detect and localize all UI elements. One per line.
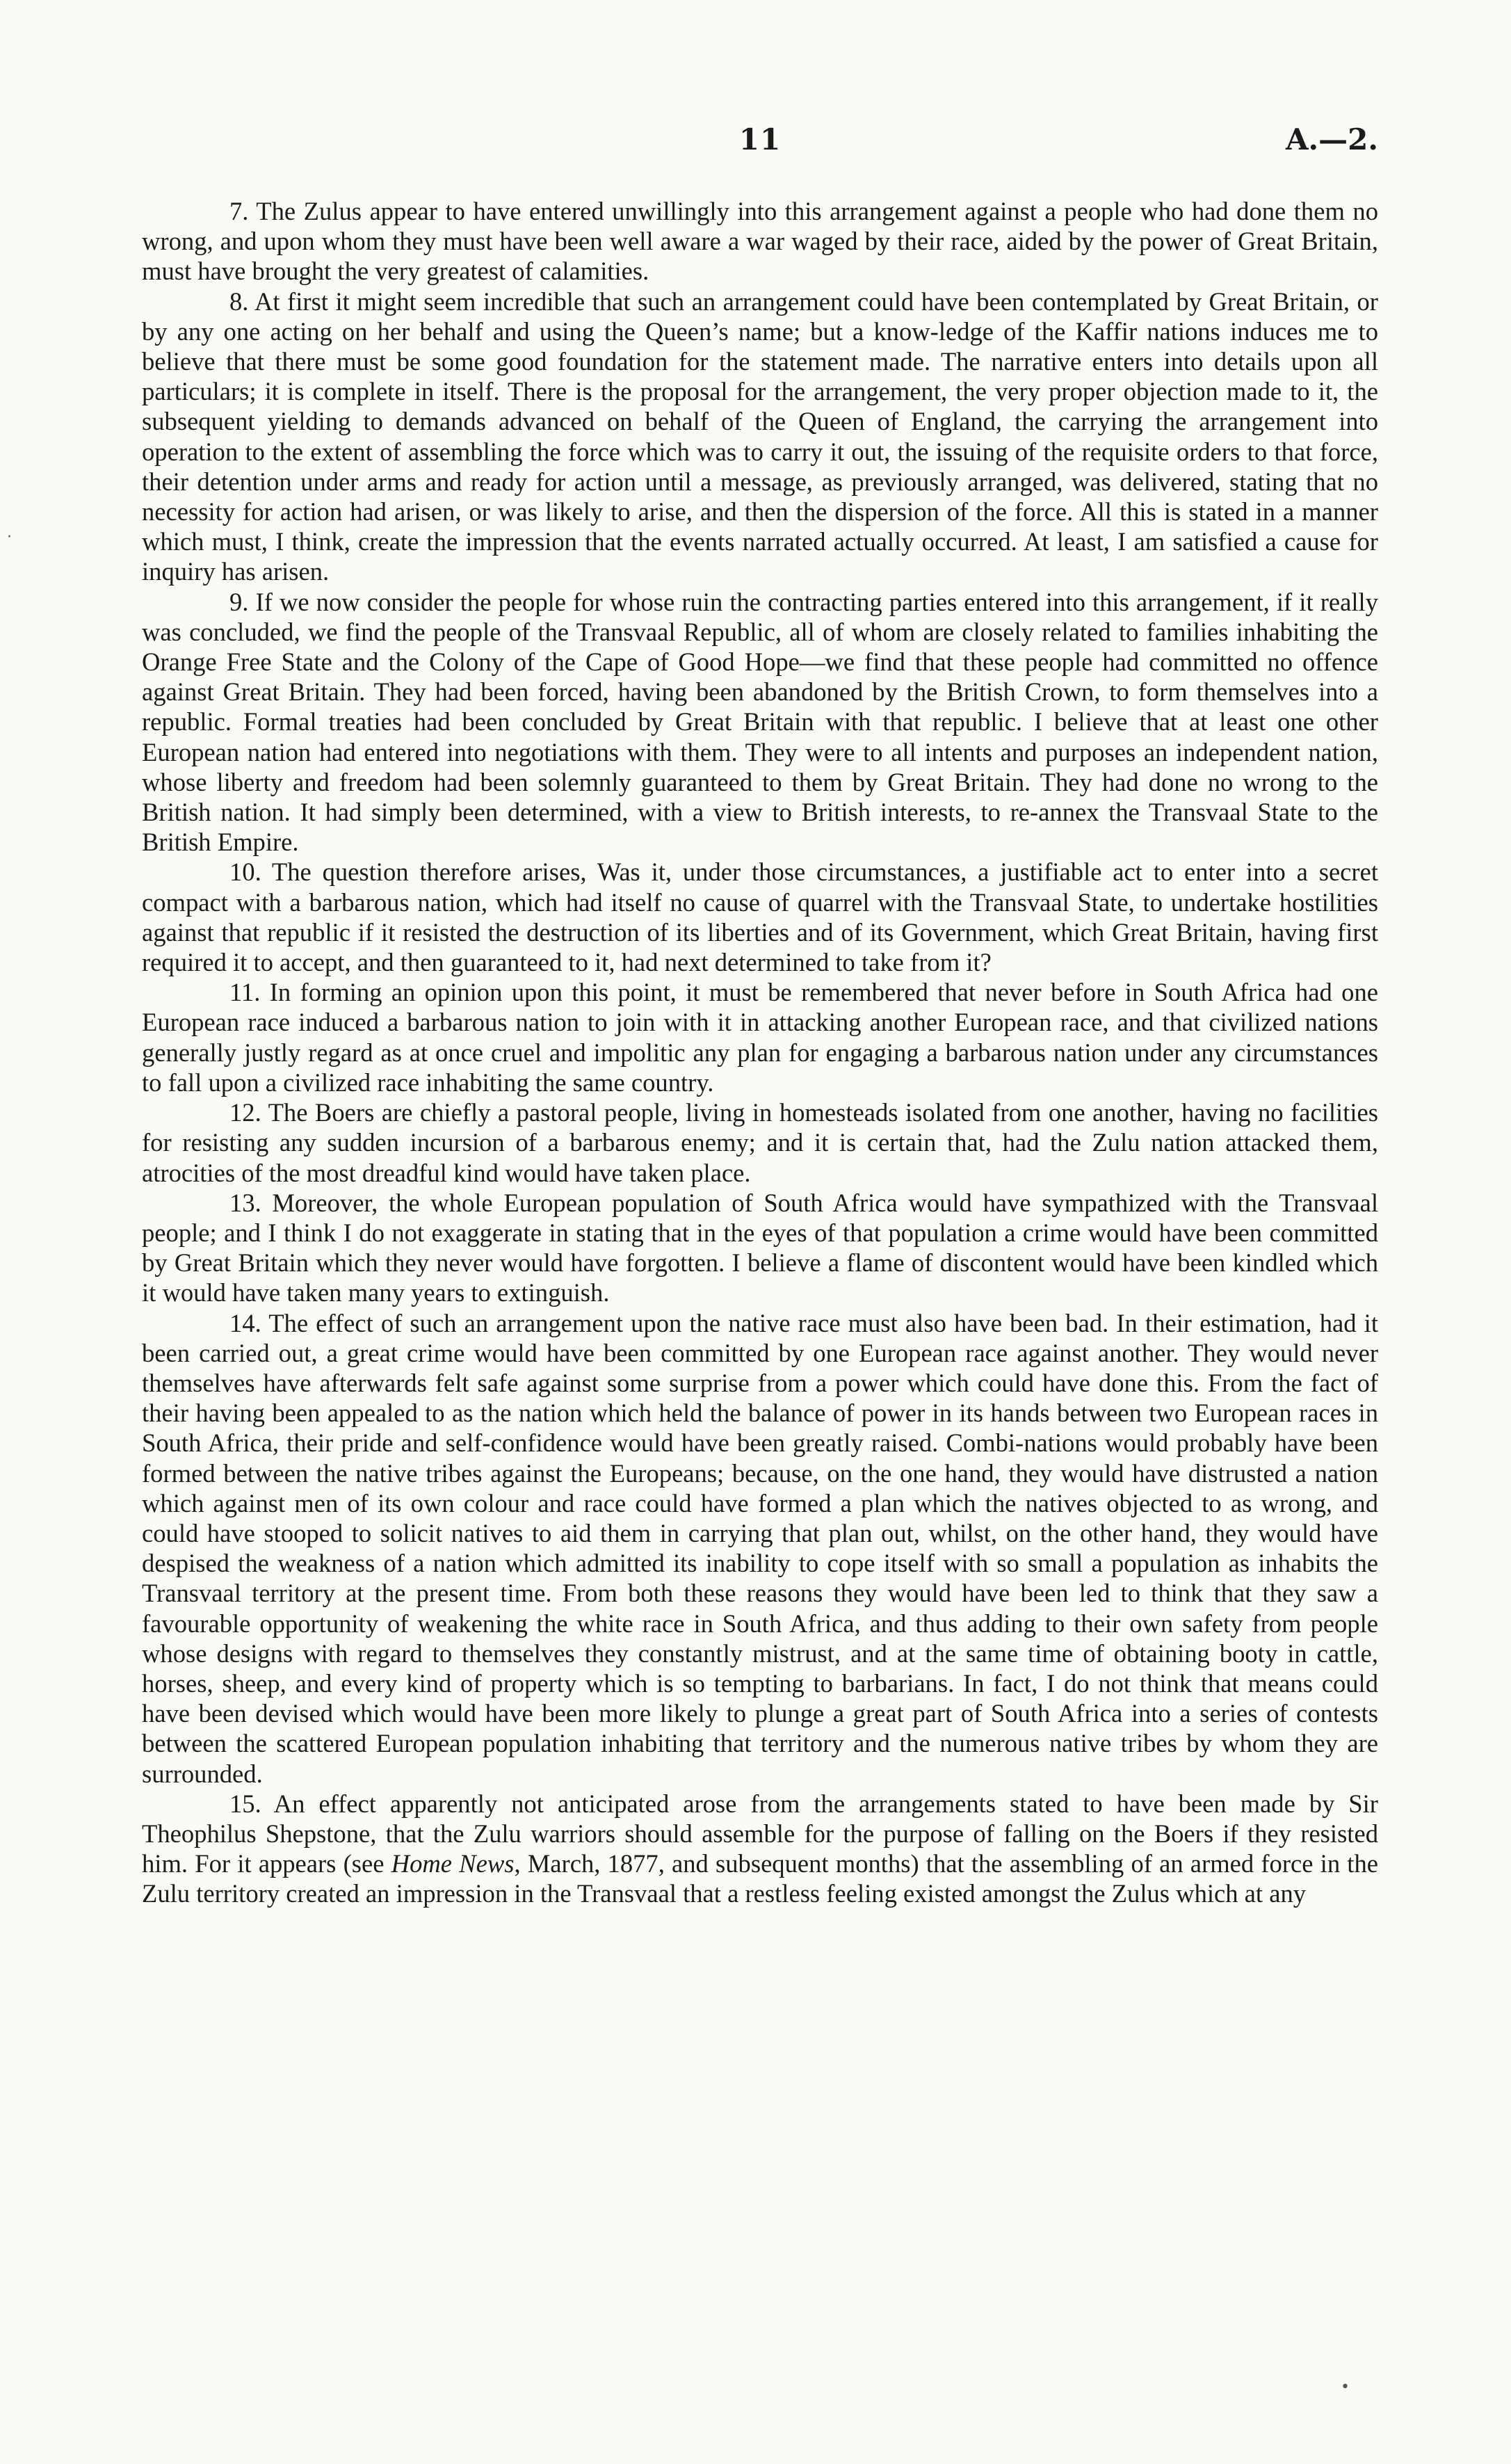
paragraph-number: 13. <box>229 1188 261 1217</box>
paragraph-7 <box>142 196 1378 287</box>
paragraph-14 <box>142 1308 1378 1789</box>
margin-speck: • <box>1341 2378 1350 2396</box>
paragraph-12 <box>142 1097 1378 1188</box>
paragraph-10 <box>142 857 1378 977</box>
paragraph-number: 8. <box>229 287 249 316</box>
paragraph-text: The effect of such an arrangement upon the native race must also have been bad. In their estimation, had it been carried out, a great crime would have been committed by one European race against another. They would never themselves have afterwards felt safe against some surprise from a power which could have done this. From the fact of their having been appealed to as the nation which held the balance of power in its hands between two European races in South Africa, their pride and self-confidence would have been greatly raised. Combi-nations would probably have been formed between the native tribes against the Europeans; because, on the one hand, they would have distrusted a nation which against men of its own colour and race could have formed a plan which the natives objected to as wrong, and could have stooped to solicit natives to aid them in carrying that plan out, whilst, on the other hand, they would have despised the weakness of a nation which admitted its inability to cope itself with so small a population as inhabits the Transvaal territory at the present time. From both these reasons they would have been led to think that they saw a favourable opportunity of weakening the white race in South Africa, and thus adding to their own safety from people whose designs with regard to themselves they constantly mistrust, and at the same time of obtaining booty in cattle, horses, sheep, and every kind of property which is so tempting to barbarians. In fact, I do not think that means could have been devised which would have been more likely to plunge a great part of South Africa into a series of contests between the scattered European population inhabiting that territory and the numerous native tribes by whom they are surrounded. <box>142 1308 1378 1788</box>
paragraph-15 <box>142 1789 1378 1909</box>
paragraph-text: The Zulus appear to have entered unwillingly into this arrangement against a people who had done them no wrong, and upon whom they must have been well aware a war waged by their race, aided by the power of Great Britain, must have brought the very greatest of calamities. <box>142 197 1378 286</box>
paragraph-11 <box>142 977 1378 1097</box>
paragraph-text: At first it might seem incredible that such an arrangement could have been contemplated by Great Britain, or by any one acting on her behalf and using the Queen’s name; but a know-ledge of the Kaffir nations induces me to believe that there must be some good foundation for the statement made. The narrative enters into details upon all particulars; it is complete in itself. There is the proposal for the arrangement, the very proper objection made to it, the subsequent yielding to demands advanced on behalf of the Queen of England, the carrying the arrangement into operation to the extent of assembling the force which was to carry it out, the issuing of the requisite orders to that force, their detention under arms and ready for action until a message, as previously arranged, was delivered, stating that no necessity for action had arisen, or was likely to arise, and then the dispersion of the force. All this is stated in a manner which must, I think, create the impression that the events narrated actually occurred. At least, I am satisfied a cause for inquiry has arisen. <box>142 287 1378 586</box>
paragraph-text-continued: , March, 1877, and subsequent months) that the assembling of an armed force in the Zulu territory created an impression in the Transvaal that a restless feeling existed amongst the Zulus which at any <box>142 1849 1378 1908</box>
margin-speck: · <box>7 529 12 546</box>
paragraph-number: 14. <box>229 1308 261 1337</box>
paragraph-number: 7. <box>229 197 249 225</box>
document-reference: A.—2. <box>1285 122 1378 156</box>
paragraph-text: The question therefore arises, Was it, under those circumstances, a justifiable act to enter into a secret compact with a barbarous nation, which had itself no cause of quarrel with the Transvaal State, to undertake hostilities against that republic if it resisted the destruction of its liberties and of its Government, which Great Britain, having first required it to accept, and then guaranteed to it, had next determined to take from it? <box>142 857 1378 977</box>
paragraph-text: In forming an opinion upon this point, it must be remembered that never before in South Africa had one European race induced a barbarous nation to join with it in attacking another European race, and that civilized nations generally justly regard as at once cruel and impolitic any plan for engaging a barbarous nation under any circumstances to fall upon a civilized race inhabiting the same country. <box>142 978 1378 1097</box>
paragraph-text: If we now consider the people for whose ruin the contracting parties entered into this arrangement, if it really was concluded, we find the people of the Transvaal Republic, all of whom are closely related to families inhabiting the Orange Free State and the Colony of the Cape of Good Hope—we find that these people had committed no offence against Great Britain. They had been forced, having been abandoned by the British Crown, to form themselves into a republic. Formal treaties had been concluded by Great Britain with that republic. I believe that at least one other European nation had entered into negotiations with them. They were to all intents and purposes an independent nation, whose liberty and freedom had been solemnly guaranteed to them by Great Britain. They had done no wrong to the British nation. It had simply been determined, with a view to British interests, to re-annex the Transvaal State to the British Empire. <box>142 587 1378 857</box>
paragraph-text: The Boers are chiefly a pastoral people, living in homesteads isolated from one another, having no facilities for resisting any sudden incursion of a barbarous enemy; and it is certain that, had the Zulu nation attacked them, atrocities of the most dreadful kind would have taken place. <box>142 1098 1378 1187</box>
paragraph-text: Moreover, the whole European population of South Africa would have sympathized with the Transvaal people; and I think I do not exaggerate in stating that in the eyes of that population a crime would have been committed by Great Britain which they never would have forgotten. I believe a flame of discontent would have been kindled which it would have taken many years to extinguish. <box>142 1188 1378 1307</box>
paragraph-text: An effect apparently not anticipated arose from the arrangements stated to have been made by Sir Theophilus Shepstone, that the Zulu warriors should assemble for the purpose of falling on the Boers if they resisted him. For it appears (see <box>142 1789 1378 1878</box>
publication-title: Home News <box>391 1849 515 1878</box>
paragraph-number: 15. <box>229 1789 261 1818</box>
body-text <box>142 196 1378 1909</box>
paragraph-number: 11. <box>229 978 261 1007</box>
paragraph-9 <box>142 587 1378 857</box>
paragraph-number: 9. <box>229 587 249 616</box>
paragraph-13 <box>142 1188 1378 1308</box>
paragraph-8 <box>142 287 1378 587</box>
paragraph-number: 12. <box>229 1098 261 1127</box>
page-number: 11 <box>738 122 782 156</box>
paragraph-number: 10. <box>229 857 261 887</box>
page-header <box>142 122 1378 164</box>
